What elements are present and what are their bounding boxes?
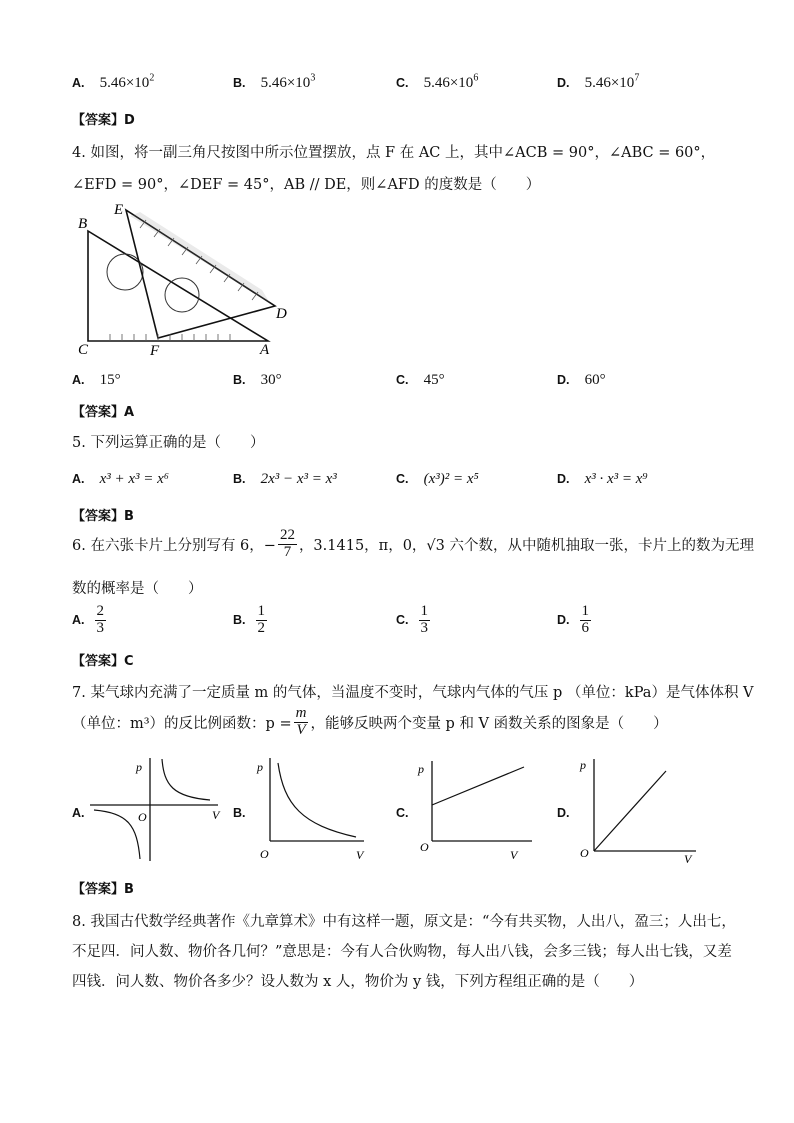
option-expression: 2x³ − x³ = x³ <box>260 471 337 487</box>
fraction-numerator: 2 <box>96 603 104 619</box>
fraction-numerator: 1 <box>581 603 589 619</box>
q4-option-d[interactable] <box>557 369 606 389</box>
option-letter: A. <box>72 806 85 820</box>
option-letter: A. <box>72 613 85 628</box>
q6-stem-line1 <box>72 528 754 561</box>
q4-option-b[interactable] <box>233 369 282 389</box>
answer-value: C <box>124 654 134 669</box>
hyperbola-branch <box>278 763 356 837</box>
q6-option-d[interactable] <box>557 604 591 637</box>
answer-value: B <box>124 882 134 897</box>
q5-option-a[interactable] <box>72 468 169 488</box>
option-value: 5.46×10 <box>260 75 311 91</box>
label-c: C <box>78 342 89 358</box>
q6-fraction <box>278 528 297 561</box>
fraction-denominator: 3 <box>96 619 104 636</box>
triangle-efd <box>126 210 275 338</box>
q6-stem-part1: 6. 在六张卡片上分别写有 6，− <box>72 537 276 554</box>
fraction-numerator: 22 <box>279 527 295 543</box>
q6-stem-line2: 数的概率是（ ） <box>72 581 203 597</box>
q3-option-d[interactable] <box>557 72 639 92</box>
answer-value: B <box>124 509 134 524</box>
option-letter: D. <box>557 472 570 486</box>
option-letter: B. <box>233 76 246 90</box>
q7-graph-a <box>88 755 223 865</box>
q7-fraction <box>294 706 309 739</box>
option-letter: D. <box>557 76 570 90</box>
fraction-numerator: 1 <box>420 603 428 619</box>
fraction-numerator: 1 <box>257 603 265 619</box>
q7-stem-line1: 7. 某气球内充满了一定质量 m 的气体，当温度不变时，气球内气体的气压 p （单位：kPa）是气体体积 V <box>72 685 754 701</box>
q5-option-c[interactable] <box>396 468 479 488</box>
option-value: 15° <box>99 372 121 388</box>
y-label: p <box>580 758 586 772</box>
option-value: 45° <box>423 372 445 388</box>
q7-graph-d <box>576 755 701 865</box>
q6-stem-part2: ，3.1415，π，0，√3 六个数，从中随机抽取一张，卡片上的数为无理 <box>298 537 755 554</box>
q4-option-a[interactable] <box>72 369 121 389</box>
option-letter: A. <box>72 76 85 90</box>
x-label: V <box>510 848 518 862</box>
q5-option-d[interactable] <box>557 468 648 488</box>
q7-option-a[interactable] <box>72 802 85 821</box>
q7-stem-line2 <box>72 706 668 739</box>
option-letter: D. <box>557 613 570 628</box>
q7-answer <box>72 878 134 897</box>
label-e: E <box>114 202 124 218</box>
ruler-ticks-ca <box>110 334 230 341</box>
q3-option-b[interactable] <box>233 72 315 92</box>
q4-stem-line2: ∠EFD = 90°，∠DEF = 45°，AB // DE，则∠AFD 的度数是（ ） <box>72 177 541 193</box>
option-letter: C. <box>396 806 409 820</box>
option-exponent: 3 <box>310 72 316 84</box>
answer-label: 【答案】 <box>72 882 125 897</box>
fraction-denominator: 7 <box>283 543 292 560</box>
q7-option-c[interactable] <box>396 802 409 821</box>
q3-answer <box>72 109 135 128</box>
option-value: 30° <box>260 372 282 388</box>
option-exponent: 7 <box>634 72 640 84</box>
fraction-denominator: V <box>296 721 306 738</box>
q8-stem-line3: 四钱．问人数、物价各多少？设人数为 x 人，物价为 y 钱，下列方程组正确的是（ ） <box>72 974 644 990</box>
option-fraction <box>419 604 431 637</box>
option-letter: B. <box>233 613 246 628</box>
x-label: V <box>212 808 220 822</box>
q8-stem-line1: 8. 我国古代数学经典著作《九章算术》中有这样一题，原文是：“今有共买物，人出八，盈三；人出七， <box>72 914 736 930</box>
option-letter: C. <box>396 472 409 486</box>
label-b: B <box>78 216 88 232</box>
q7-stem-part1: （单位：m³）的反比例函数：p = <box>72 715 292 732</box>
option-value: 60° <box>584 372 606 388</box>
option-letter: D. <box>557 373 570 387</box>
origin-label: O <box>580 846 589 860</box>
q8-stem-line2: 不足四．问人数、物价各几何？”意思是：今有人合伙购物，每人出八钱，会多三钱；每人出七钱，又差 <box>72 944 732 960</box>
hyperbola-branch-upper <box>162 759 210 800</box>
option-fraction <box>256 604 268 637</box>
q4-stem-line1: 4. 如图，将一副三角尺按图中所示位置摆放，点 F 在 AC 上，其中∠ACB = 90°，∠ABC = 60°， <box>72 145 716 161</box>
q6-option-a[interactable] <box>72 604 106 637</box>
option-fraction <box>95 604 107 637</box>
q5-stem: 5. 下列运算正确的是（ ） <box>72 435 265 451</box>
option-letter: C. <box>396 613 409 628</box>
label-d: D <box>276 306 287 322</box>
q7-graph-c <box>414 755 539 865</box>
q6-option-c[interactable] <box>396 604 430 637</box>
fraction-numerator: m <box>295 705 307 721</box>
q7-option-b[interactable] <box>233 802 246 821</box>
q7-option-d[interactable] <box>557 802 570 821</box>
q5-option-b[interactable] <box>233 468 337 488</box>
q6-option-b[interactable] <box>233 604 267 637</box>
fraction-denominator: 2 <box>257 619 265 636</box>
q4-answer <box>72 401 134 420</box>
origin-label: O <box>138 810 147 824</box>
option-fraction <box>580 604 592 637</box>
option-expression: x³ · x³ = x⁹ <box>584 471 648 487</box>
option-exponent: 2 <box>149 72 155 84</box>
hyperbola-branch-lower <box>94 810 140 859</box>
q7-graph-b <box>252 755 372 865</box>
option-letter: A. <box>72 472 85 486</box>
answer-label: 【答案】 <box>72 509 125 524</box>
origin-label: O <box>420 840 429 854</box>
linear-graph <box>594 771 666 851</box>
y-label: p <box>257 760 263 774</box>
option-value: 5.46×10 <box>99 75 150 91</box>
q3-option-c[interactable] <box>396 72 478 92</box>
q7-stem-part2: ，能够反映两个变量 p 和 V 函数关系的图象是（ ） <box>310 715 668 732</box>
q6-answer <box>72 650 134 669</box>
option-value: 5.46×10 <box>423 75 474 91</box>
option-letter: B. <box>233 806 246 820</box>
ruler-shading <box>130 212 270 303</box>
fraction-denominator: 3 <box>420 619 428 636</box>
x-label: V <box>684 852 692 865</box>
x-label: V <box>356 848 364 862</box>
option-exponent: 6 <box>473 72 479 84</box>
answer-label: 【答案】 <box>72 654 125 669</box>
y-label: p <box>418 762 424 776</box>
option-letter: A. <box>72 373 85 387</box>
option-expression: x³ + x³ = x⁶ <box>99 471 170 487</box>
triangle-abc <box>88 231 268 341</box>
q5-answer <box>72 505 134 524</box>
option-letter: C. <box>396 76 409 90</box>
option-value: 5.46×10 <box>584 75 635 91</box>
q3-option-a[interactable] <box>72 72 154 92</box>
answer-value: D <box>124 113 135 128</box>
origin-label: O <box>260 847 269 861</box>
option-letter: C. <box>396 373 409 387</box>
answer-label: 【答案】 <box>72 405 125 420</box>
label-a: A <box>260 342 270 358</box>
option-letter: B. <box>233 472 246 486</box>
option-expression: (x³)² = x⁵ <box>423 471 479 487</box>
option-letter: B. <box>233 373 246 387</box>
answer-label: 【答案】 <box>72 113 125 128</box>
linear-graph <box>432 767 524 805</box>
option-letter: D. <box>557 806 570 820</box>
y-label: p <box>136 760 142 774</box>
answer-value: A <box>124 405 135 420</box>
q4-option-c[interactable] <box>396 369 445 389</box>
q4-triangle-figure <box>70 198 300 358</box>
label-f: F <box>150 343 160 358</box>
fraction-denominator: 6 <box>581 619 589 636</box>
